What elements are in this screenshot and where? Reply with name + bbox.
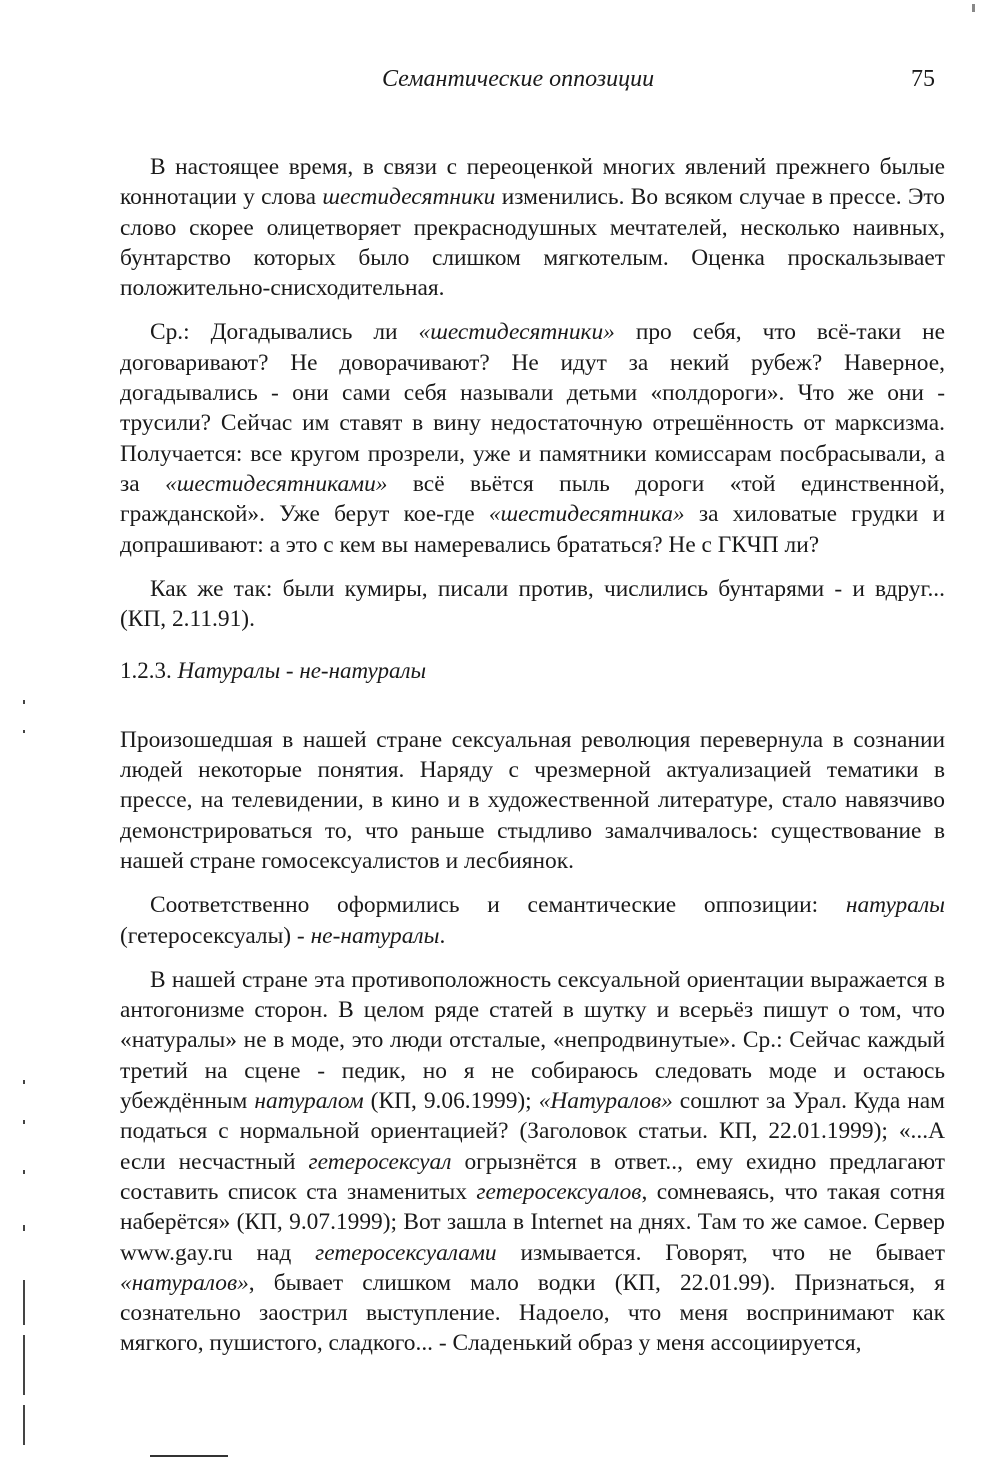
italic-term: шестидесятники bbox=[322, 184, 496, 211]
text-run: , сомневаясь, что такая сотня наберётся» (КП, 9.07.1999); Вот зашла в Internet на днях. Там то же самое. Сервер www.gay.ru над bbox=[120, 1178, 945, 1266]
text-run: Произошедшая в нашей стране сексуальная революция перевернула в сознании людей некоторые понятия. Наряду с чрезмерной актуализацией тематики в прессе, на телевидении, в кино и в художественной литературе, стало навязчиво демонстрироваться то, что раньше стыдливо замалчивалось: существование в нашей стране гомосексуалистов и лесбиянок. bbox=[120, 726, 945, 874]
text-run: измывается. Говорят, что не бывает bbox=[496, 1239, 945, 1266]
italic-term: натуралом bbox=[254, 1088, 364, 1115]
footer-rule bbox=[150, 1455, 228, 1457]
paragraphs-bottom bbox=[120, 725, 945, 1359]
italic-term: натуралы bbox=[845, 892, 945, 919]
italic-term: гетеросексуалами bbox=[315, 1239, 497, 1266]
page-body bbox=[120, 152, 945, 1359]
running-title: Семантические оппозиции bbox=[382, 66, 655, 92]
text-run: (КП, 9.06.1999); bbox=[363, 1088, 539, 1115]
page-number: 75 bbox=[911, 66, 935, 92]
text-run: Ср.: Догадывались ли bbox=[150, 319, 419, 346]
margin-scan-marks bbox=[22, 700, 26, 1460]
text-run: В нашей стране эта противоположность сексуальной ориентации выражается в антогонизме сторон. В целом ряде статей в шутку и всерьёз пишут о том, что «натуралы» не в моде, это люди отсталые, «непродвинутые». Ср.: Сейчас каждый третий на сцене - педик, но я не собираюсь следовать моде и остаюсь убеждённым bbox=[120, 966, 945, 1115]
section-number: 1.2.3. bbox=[120, 658, 172, 684]
italic-term: «натуралов» bbox=[120, 1269, 249, 1296]
running-header bbox=[120, 60, 945, 96]
text-run: (гетеросексуалы) - bbox=[120, 922, 311, 949]
paragraph bbox=[120, 725, 945, 876]
italic-term: «шестидесятниками» bbox=[165, 470, 388, 497]
paragraphs-top bbox=[120, 152, 945, 634]
text-run: про себя, что всё-таки не договаривают? Не доворачивают? Не идут за некий рубеж? Наверное, догадывались - они сами себя называли детьми «полдороги». Что же они - трусили? Сейчас им ставят в вину недостаточную отрешённость от марксизма. Получается: все кругом прозрели, уже и памятники комиссарам посбрасывали, а за bbox=[120, 319, 946, 497]
paragraph bbox=[120, 965, 945, 1359]
paragraph bbox=[120, 574, 945, 635]
italic-term: «шестидесятника» bbox=[488, 501, 685, 528]
text-run: Как же так: были кумиры, писали против, числились бунтарями - и вдруг... (КП, 2.11.91). bbox=[120, 575, 945, 633]
paragraph bbox=[120, 152, 945, 303]
text-run: огрызнётся в ответ.., ему ехидно предлагают составить список ста знаменитых bbox=[120, 1148, 945, 1205]
text-run: Соответственно оформились и семантические оппозиции: bbox=[150, 892, 846, 919]
text-run: В настоящее время, в связи с переоценкой многих явлений прежнего былые коннотации у слова bbox=[120, 154, 945, 211]
text-run: . bbox=[439, 922, 446, 949]
corner-scan-mark bbox=[972, 4, 975, 12]
italic-term: гетеросексуал bbox=[308, 1148, 452, 1175]
book-page bbox=[120, 60, 945, 1373]
text-run: всё вьётся пыль дороги «той единственной, гражданской». Уже берут кое-где bbox=[120, 470, 945, 528]
text-run: , бывает слишком мало водки (КП, 22.01.99). Признаться, я сознательно заострил выступление. Надоело, что меня воспринимают как мягкого, пушистого, сладкого... - Сладенький образ у меня ассоциируется, bbox=[120, 1269, 945, 1357]
paragraph bbox=[120, 890, 945, 951]
section-heading bbox=[120, 656, 945, 686]
paragraph bbox=[120, 317, 945, 559]
text-run: сошлют за Урал. Куда нам податься с нормальной ориентацией? (Заголовок статьи. КП, 22.01.1999); «...А если несчастный bbox=[120, 1088, 945, 1175]
text-run: изменились. Во всяком случае в прессе. Это слово скорее олицетворяет прекраснодушных мечтателей, несколько наивных, бунтарство которых было слишком мягкотелым. Оценка проскальзывает положительно-снисходительная. bbox=[120, 184, 945, 302]
text-run: за хиловатые грудки и допрашивают: а это с кем вы намеревались брататься? Не с ГКЧП ли? bbox=[120, 501, 945, 558]
italic-term: не-натуралы bbox=[310, 922, 440, 949]
italic-term: гетеросексуалов bbox=[476, 1178, 642, 1205]
section-title: Натуралы - не-натуралы bbox=[177, 658, 427, 684]
italic-term: «Натуралов» bbox=[538, 1088, 673, 1115]
italic-term: «шестидесятники» bbox=[418, 319, 615, 346]
